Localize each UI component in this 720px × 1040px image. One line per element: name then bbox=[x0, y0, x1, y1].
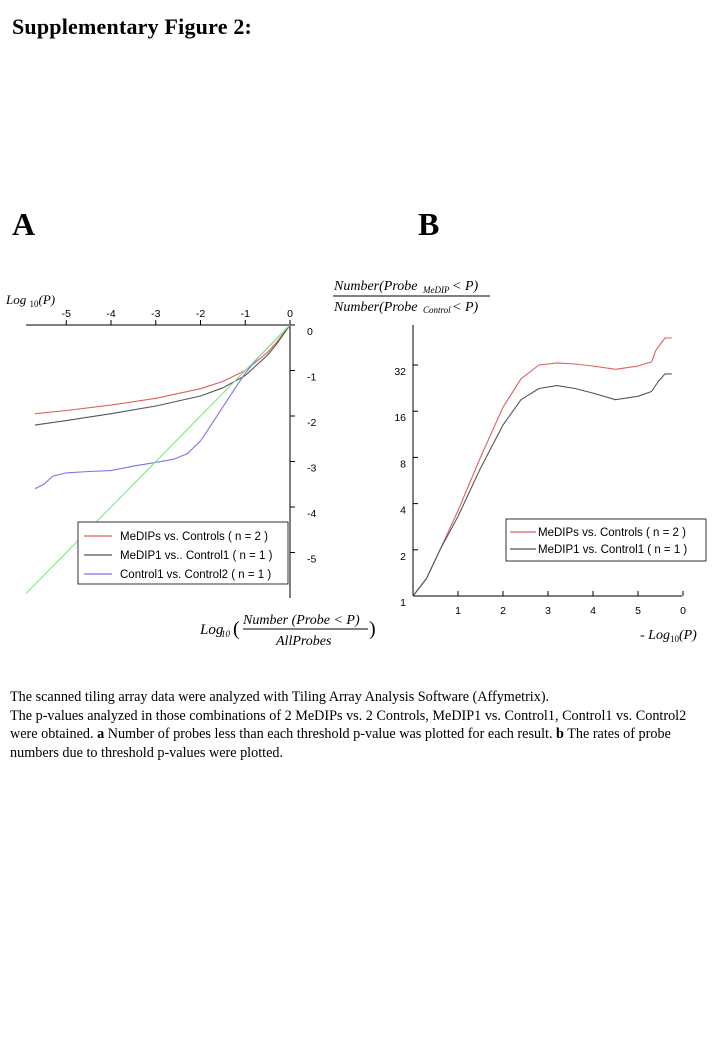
chart-b-series-line-1 bbox=[413, 374, 672, 596]
figure-title: Supplementary Figure 2: bbox=[12, 14, 253, 39]
chart-a-legend-label: Control1 vs. Control2 ( n = 1 ) bbox=[120, 569, 272, 581]
chart-b-ytick-label: 32 bbox=[394, 366, 406, 378]
chart-b-xtick-label: 0 bbox=[680, 605, 686, 617]
chart-a-xtick-label: -2 bbox=[195, 308, 206, 320]
chart-b-ytick-label: 1 bbox=[400, 597, 406, 609]
chart-b-xlabel: - Log$_{10}$(P) bbox=[640, 628, 697, 644]
chart-a-ytick-label: -3 bbox=[307, 462, 317, 475]
svg-text:MeDIP: MeDIP bbox=[423, 285, 450, 295]
svg-text:Control: Control bbox=[423, 305, 451, 315]
chart-b-ytick-label: 4 bbox=[400, 504, 406, 517]
svg-text:10: 10 bbox=[221, 629, 230, 639]
chart-b-xtick-label: 1 bbox=[455, 605, 461, 617]
chart-a-ylabel: Log $_{10}$(P) bbox=[6, 292, 56, 309]
chart-b-ylabel bbox=[333, 279, 490, 315]
chart-b-ytick-label: 8 bbox=[400, 458, 406, 471]
chart-b-xtick-label: 3 bbox=[545, 605, 551, 617]
chart-a-series-line-2 bbox=[35, 325, 290, 489]
svg-text:Log: Log bbox=[200, 622, 224, 638]
chart-b-xtick-label: 5 bbox=[635, 605, 641, 617]
panel-label-a: A bbox=[12, 206, 36, 242]
chart-b-ytick-label: 2 bbox=[400, 550, 406, 563]
svg-text:(: ( bbox=[233, 618, 240, 640]
chart-a-xtick-label: -5 bbox=[61, 308, 71, 320]
chart-a-legend-label: MeDIPs vs. Controls ( n = 2 ) bbox=[120, 531, 268, 543]
svg-text:Number (Probe < P): Number (Probe < P) bbox=[243, 613, 360, 628]
chart-a-xtick-label: -3 bbox=[151, 308, 161, 320]
chart-a-ytick-label: -4 bbox=[307, 508, 317, 520]
chart-b-xtick-label: 2 bbox=[500, 605, 506, 617]
chart-a-legend-label: MeDIP1 vs.. Control1 ( n = 1 ) bbox=[120, 550, 273, 562]
svg-text:Number(Probe: Number(Probe bbox=[334, 279, 418, 294]
chart-a-ytick-label: -5 bbox=[307, 553, 317, 566]
caption-line-1: The scanned tiling array data were analyzed with Tiling Array Analysis Software (Affymetrix). bbox=[10, 689, 550, 705]
chart-a-xtick-label: 0 bbox=[287, 308, 293, 320]
chart-a bbox=[5, 292, 376, 649]
chart-a-ytick-label: -2 bbox=[307, 417, 317, 429]
svg-text:Number(Probe: Number(Probe bbox=[334, 300, 418, 315]
chart-b-xtick-label: 4 bbox=[590, 605, 596, 617]
svg-text:< P): < P) bbox=[452, 279, 479, 294]
chart-b bbox=[333, 279, 706, 644]
chart-b-legend-label: MeDIP1 vs. Control1 ( n = 1 ) bbox=[538, 544, 688, 556]
chart-a-xtick-label: -1 bbox=[240, 308, 250, 320]
panel-label-b: B bbox=[418, 206, 440, 242]
svg-text:AllProbes: AllProbes bbox=[276, 634, 332, 649]
chart-a-xtick-label: -4 bbox=[106, 308, 116, 320]
figure-caption bbox=[10, 688, 715, 762]
chart-b-legend-label: MeDIPs vs. Controls ( n = 2 ) bbox=[538, 527, 686, 539]
chart-a-xlabel bbox=[199, 613, 376, 649]
svg-text:): ) bbox=[369, 618, 376, 640]
chart-b-ytick-label: 16 bbox=[394, 412, 406, 425]
svg-text:< P): < P) bbox=[452, 300, 479, 315]
caption-line-2: The p-values analyzed in those combinations of 2 MeDIPs vs. 2 Controls, MeDIP1 vs. Control1, Control1 vs. Control2 were obtained. a Number of probes less than each threshold p-value was plotted for each result. b The rates of probe numbers due to threshold p-values were plotted. bbox=[10, 707, 687, 761]
chart-a-ytick-label: -1 bbox=[307, 371, 317, 384]
chart-a-ytick-label: 0 bbox=[307, 326, 313, 338]
